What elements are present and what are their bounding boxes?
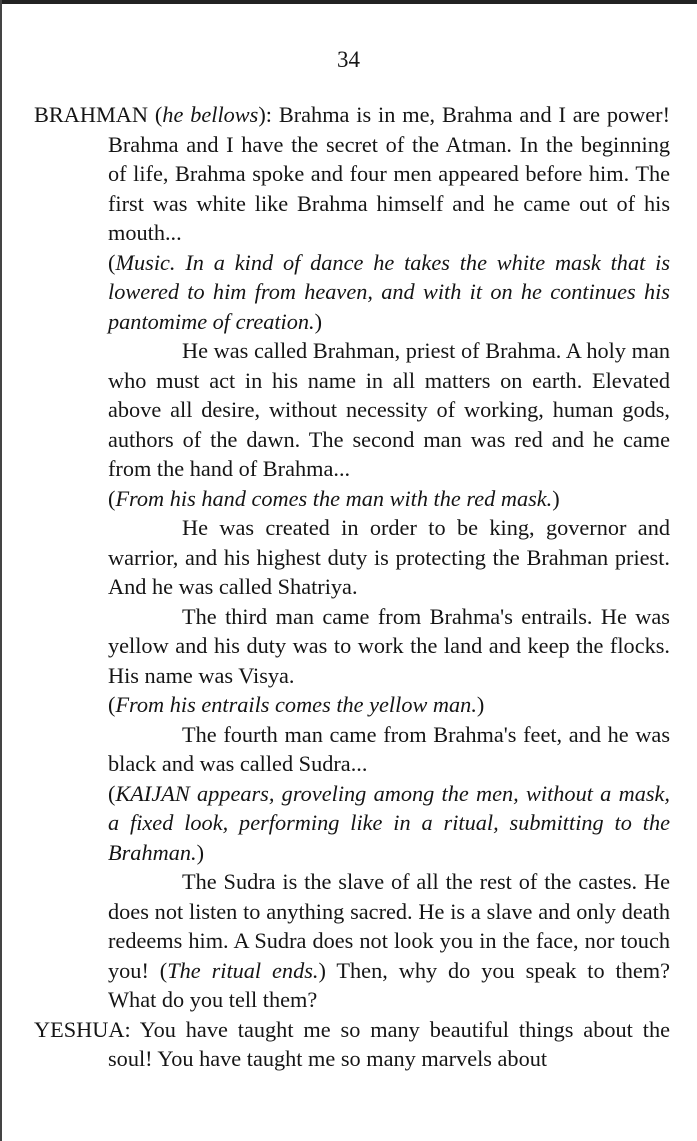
- text-run: The third man came from Brahma's entrails. He was yellow and his duty was to work the land and keep the flocks. His name was Visya.: [108, 603, 670, 688]
- speaker-name: YESHUA: [34, 1016, 125, 1042]
- text-run: ): [196, 839, 205, 865]
- text-run: (: [154, 102, 163, 127]
- text-run: ): Brahma is in me, Brahma and I are power! Brahma and I have the secret of the Atman. In the beginning of life, Brahma spoke and four men appeared before him. The first was white like Brahma himself and he came out of his mouth...: [108, 102, 670, 245]
- dialogue-paragraph: [34, 336, 670, 484]
- speaker-name: BRAHMAN: [34, 102, 148, 127]
- text-run: (: [108, 692, 116, 717]
- dialogue-paragraph: [34, 720, 670, 779]
- page-number: 34: [337, 47, 360, 72]
- stage-direction: [34, 484, 670, 514]
- italic-text: KAIJAN appears, groveling among the men, without a mask, a fixed look, performing like in a ritual, submitting to the Brahman.: [108, 780, 670, 865]
- text-run: The Sudra is the slave of all the rest of the castes. He does not listen to anything sacred. He is a slave and only death redeems him. A Sudra does not look you in the face, nor touch you! (: [108, 869, 670, 983]
- page-top-border: [0, 0, 697, 4]
- dialogue-paragraph: [34, 602, 670, 691]
- text-run: The fourth man came from Brahma's feet, and he was black and was called Sudra...: [108, 721, 670, 776]
- italic-text: From his entrails comes the yellow man.: [115, 692, 477, 717]
- speech-yeshua: [34, 1015, 670, 1074]
- text-run: (: [108, 485, 116, 511]
- text-run: ): [314, 308, 323, 334]
- script-text: [34, 100, 670, 1074]
- italic-text: Music. In a kind of dance he takes the white mask that is lowered to him from heaven, and with it on he continues his pantomime of creation.: [108, 249, 670, 334]
- speech-brahman: [34, 100, 670, 248]
- stage-direction: [34, 248, 670, 337]
- stage-direction: [34, 690, 670, 720]
- text-run: He was created in order to be king, governor and warrior, and his highest duty is protecting the Brahman priest. And he was called Shatriya.: [108, 515, 670, 599]
- dialogue-paragraph: [34, 513, 670, 602]
- stage-direction: [34, 779, 670, 868]
- italic-text: he bellows: [162, 102, 259, 127]
- italic-text: From his hand comes the man with the red mask.: [115, 485, 553, 511]
- text-run: ) Then, why do you speak to them? What do you tell them?: [108, 957, 670, 1012]
- text-run: He was called Brahman, priest of Brahma. A holy man who must act in his name in all matters on earth. Elevated above all desire, without necessity of working, human gods, authors of the dawn. The second man was red and he came from the hand of Brahma...: [108, 338, 670, 481]
- dialogue-paragraph: [34, 867, 670, 1015]
- text-run: (: [108, 249, 116, 275]
- page-left-border: [0, 0, 2, 1141]
- text-run: (: [108, 780, 116, 806]
- text-run: ): [552, 485, 560, 511]
- italic-text: The ritual ends.: [167, 957, 319, 983]
- text-run: ): [476, 692, 485, 717]
- text-run: : You have taught me so many beautiful things about the soul! You have taught me so many marvels about: [108, 1016, 670, 1071]
